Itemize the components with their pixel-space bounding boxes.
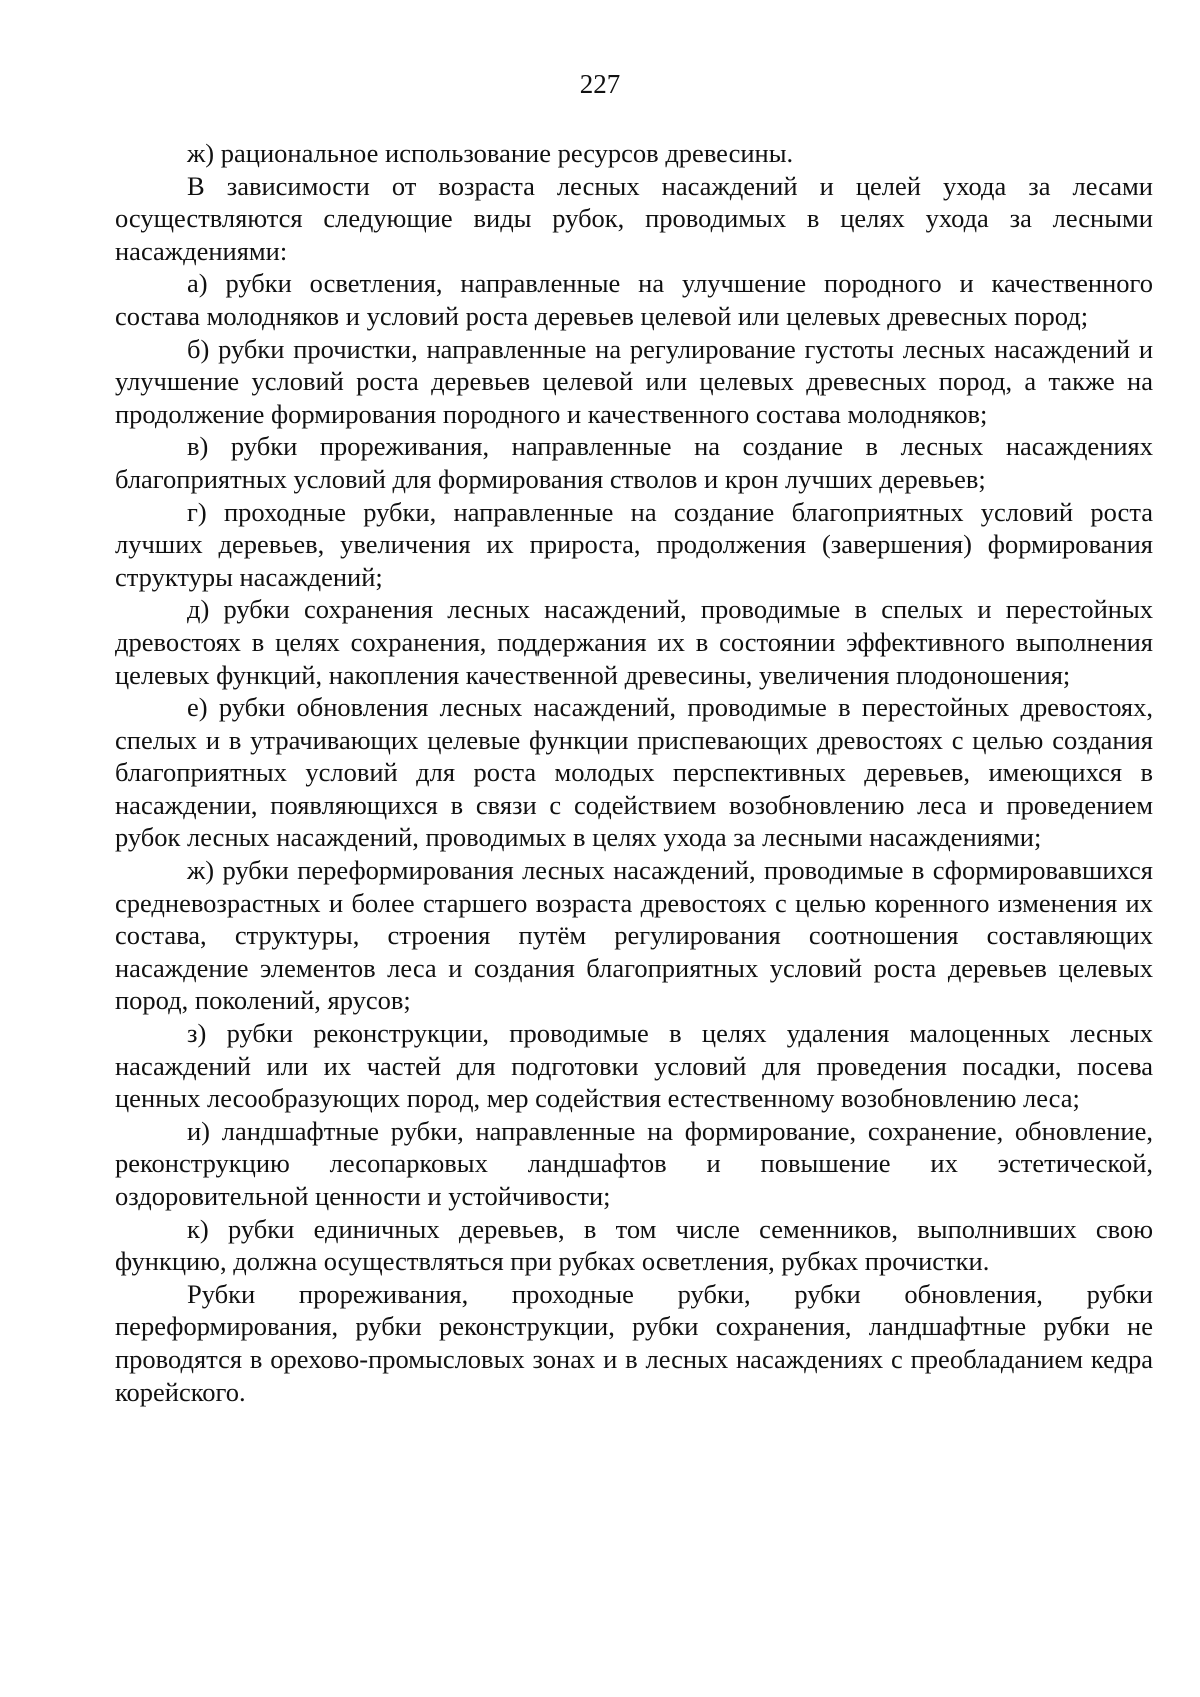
paragraph-b-cleaning-cuttings: б) рубки прочистки, направленные на регулирование густоты лесных насаждений и улучшение условий роста деревьев целевой или целевых древесных пород, а также на продолжение формирования породного и качественного состава молодняков; [115,333,1153,429]
page-number: 227 [579,69,621,99]
paragraph-intro-care-cuttings: В зависимости от возраста лесных насаждений и целей ухода за лесами осуществляются следующие виды рубок, проводимых в целях ухода за лесными насаждениями: [115,170,1153,266]
paragraph-i-landscape-cuttings: и) ландшафтные рубки, направленные на формирование, сохранение, обновление, реконструкцию лесопарковых ландшафтов и повышение их эстетической, оздоровительной ценности и устойчивости; [115,1115,1153,1211]
paragraph-v-thinning-cuttings: в) рубки прореживания, направленные на создание в лесных насаждениях благоприятных условий для формирования стволов и крон лучших деревьев; [115,431,1153,494]
paragraph-zh-reformation-cuttings: ж) рубки переформирования лесных насаждений, проводимые в сформировавшихся средневозрастных и более старшего возраста древостоях с целью коренного изменения их состава, структуры, строения путём регулирования соотношения составляющих насаждение элементов леса и создания благоприятных условий роста деревьев целевых пород, поколений, ярусов; [115,855,1153,1016]
paragraph-z-reconstruction-cuttings: з) рубки реконструкции, проводимые в целях удаления малоценных лесных насаждений или их частей для подготовки условий для проведения посадки, посева ценных лесообразующих пород, мер содействия естественному возобновлению леса; [115,1018,1153,1114]
paragraph-g-passage-cuttings: г) проходные рубки, направленные на создание благоприятных условий роста лучших деревьев, увеличения их прироста, продолжения (завершения) формирования структуры насаждений; [115,496,1153,592]
paragraph-e-renewal-cuttings: е) рубки обновления лесных насаждений, проводимые в перестойных древостоях, спелых и в утрачивающих целевые функции приспевающих древостоях с целью создания благоприятных условий для роста молодых перспективных деревьев, имеющихся в насаждении, появляющихся в связи с содействием возобновлению леса и проведением рубок лесных насаждений, проводимых в целях ухода за лесными насаждениями; [115,692,1153,853]
paragraph-a-clearing-cuttings: а) рубки осветления, направленные на улучшение породного и качественного состава молодняков и условий роста деревьев целевой или целевых древесных пород; [115,268,1153,331]
document-body [115,137,1153,1408]
paragraph-zh-rational-use: ж) рациональное использование ресурсов древесины. [187,138,794,168]
paragraph-d-preservation-cuttings: д) рубки сохранения лесных насаждений, проводимые в спелых и перестойных древостоях в целях сохранения, поддержания их в состоянии эффективного выполнения целевых функций, накопления качественной древесины, увеличения плодоношения; [115,594,1153,690]
paragraph-restrictions: Рубки прореживания, проходные рубки, рубки обновления, рубки переформирования, рубки реконструкции, рубки сохранения, ландшафтные рубки не проводятся в орехово-промысловых зонах и в лесных насаждениях с преобладанием кедра корейского. [115,1278,1153,1407]
paragraph-k-single-tree-cuttings: к) рубки единичных деревьев, в том числе семенников, выполнивших свою функцию, должна осуществляться при рубках осветления, рубках прочистки. [115,1213,1153,1277]
